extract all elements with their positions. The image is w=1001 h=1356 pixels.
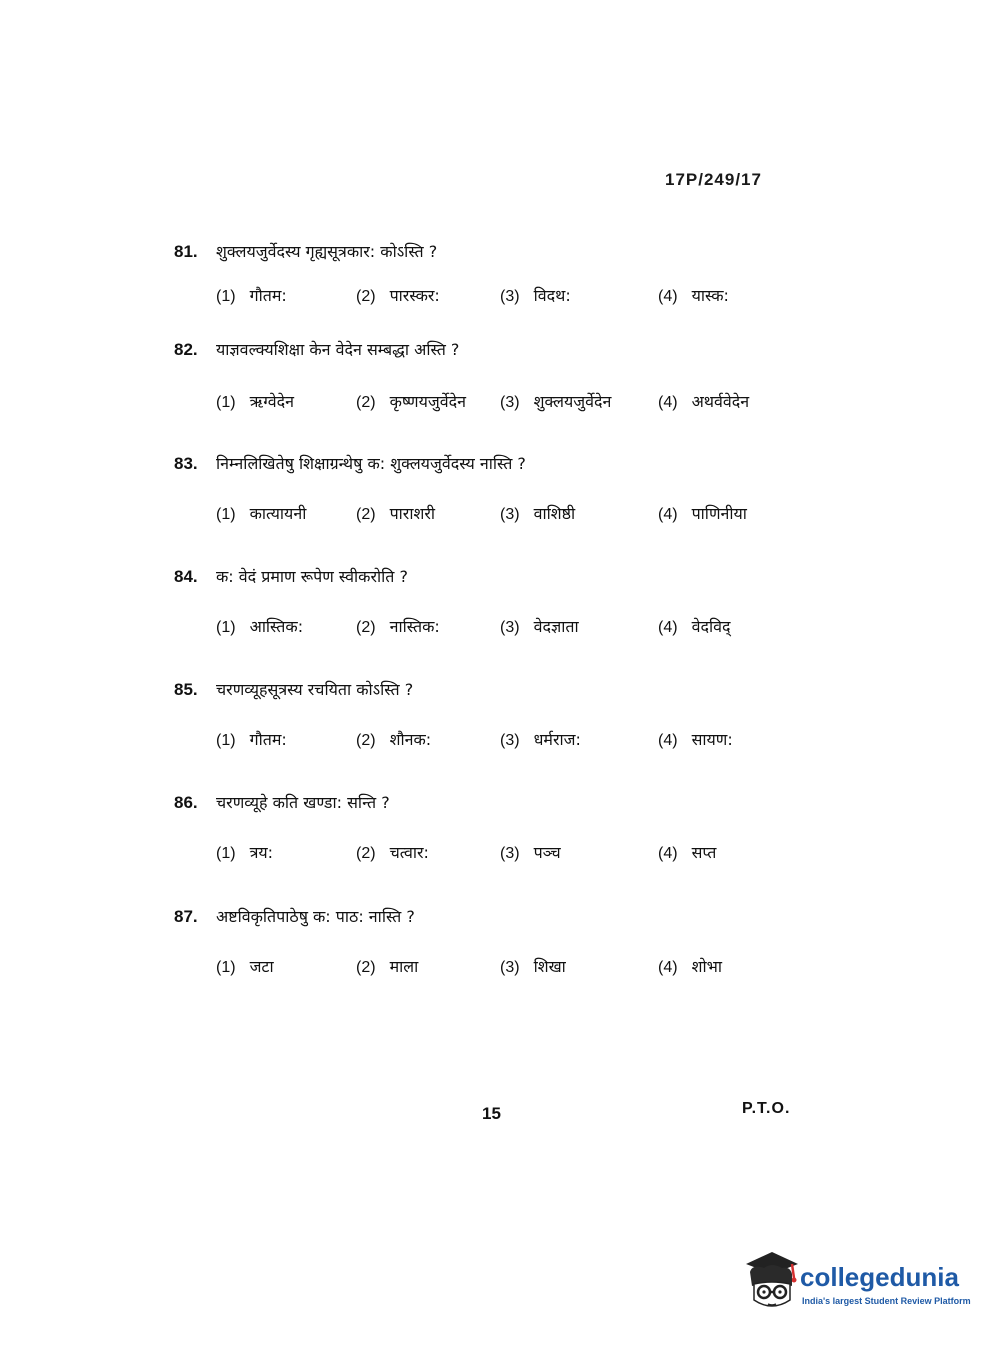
question-text: चरणव्यूहसूत्रस्य रचयिता कोऽस्ति ? [216, 680, 414, 699]
option-text: ऋग्वेदेन [249, 392, 294, 411]
option-number: (4) [658, 288, 678, 305]
option-text: जटा [249, 957, 274, 976]
option-text: नास्तिक: [389, 617, 440, 636]
question-number: 81. [174, 242, 198, 261]
option-1 [216, 728, 287, 750]
option-number: (3) [500, 732, 520, 749]
option-number: (1) [216, 959, 236, 976]
option-2 [356, 502, 435, 524]
options-row [174, 502, 874, 528]
options-row [174, 841, 874, 867]
option-4 [658, 841, 716, 863]
question-text: याज्ञवल्क्यशिक्षा केन वेदेन सम्बद्धा अस्ति ? [216, 340, 460, 359]
option-1 [216, 390, 294, 412]
option-text: यास्क: [691, 286, 729, 305]
option-3 [500, 955, 566, 977]
question-number: 85. [174, 680, 198, 699]
option-text: कृष्णयजुर्वेदेन [389, 392, 466, 411]
option-4 [658, 728, 733, 750]
option-text: शिखा [533, 957, 566, 976]
option-text: शुक्लयजुर्वेदेन [533, 392, 612, 411]
option-text: सप्त [691, 843, 717, 862]
option-text: वाशिष्ठी [533, 504, 576, 523]
option-number: (2) [356, 732, 376, 749]
option-2 [356, 955, 418, 977]
option-1 [216, 615, 303, 637]
option-1 [216, 284, 287, 306]
option-2 [356, 728, 431, 750]
option-1 [216, 955, 274, 977]
question-85 [174, 678, 874, 754]
option-4 [658, 615, 731, 637]
option-4 [658, 390, 749, 412]
question-number: 84. [174, 567, 198, 586]
option-2 [356, 390, 466, 412]
options-row [174, 955, 874, 981]
option-text: शौनक: [389, 730, 432, 749]
option-number: (1) [216, 288, 236, 305]
question-number: 86. [174, 793, 198, 812]
question-82 [174, 338, 874, 416]
option-number: (3) [500, 394, 520, 411]
option-number: (3) [500, 506, 520, 523]
paper-code: 17P/249/17 [665, 170, 762, 189]
option-text: माला [389, 957, 419, 976]
option-text: पाणिनीया [691, 504, 747, 523]
option-3 [500, 728, 581, 750]
option-4 [658, 955, 722, 977]
option-3 [500, 284, 571, 306]
option-text: शोभा [691, 957, 722, 976]
question-text: क: वेदं प्रमाण रूपेण स्वीकरोति ? [216, 567, 408, 586]
brand-name: collegedunia [800, 1262, 959, 1292]
question-number: 82. [174, 340, 198, 359]
option-text: आस्तिक: [249, 617, 304, 636]
option-1 [216, 502, 306, 524]
student-mascot-icon [742, 1250, 802, 1314]
option-3 [500, 390, 611, 412]
question-84 [174, 565, 874, 641]
option-number: (4) [658, 394, 678, 411]
watermark-logo [742, 1250, 982, 1320]
option-number: (4) [658, 845, 678, 862]
question-text: चरणव्यूहे कति खण्डा: सन्ति ? [216, 793, 390, 812]
option-number: (3) [500, 619, 520, 636]
option-number: (3) [500, 959, 520, 976]
option-text: वेदविद् [691, 617, 731, 636]
option-text: वेदज्ञाता [533, 617, 579, 636]
option-text: गौतम: [249, 730, 287, 749]
option-2 [356, 284, 440, 306]
option-text: गौतम: [249, 286, 287, 305]
option-4 [658, 284, 729, 306]
option-number: (3) [500, 288, 520, 305]
option-text: पञ्च [533, 843, 561, 862]
option-text: पाराशरी [389, 504, 436, 523]
option-number: (3) [500, 845, 520, 862]
question-81 [174, 240, 874, 310]
question-83 [174, 452, 874, 528]
option-number: (4) [658, 959, 678, 976]
option-number: (2) [356, 959, 376, 976]
question-87 [174, 905, 874, 981]
page-number: 15 [482, 1104, 501, 1123]
option-2 [356, 841, 429, 863]
option-text: त्रय: [249, 843, 274, 862]
option-number: (2) [356, 288, 376, 305]
option-text: सायण: [691, 730, 733, 749]
option-text: विदथ: [533, 286, 571, 305]
question-text: शुक्लयजुर्वेदस्य गृह्यसूत्रकार: कोऽस्ति ? [216, 242, 438, 261]
options-row [174, 615, 874, 641]
option-1 [216, 841, 273, 863]
option-number: (1) [216, 506, 236, 523]
brand-tagline: India's largest Student Review Platform [802, 1296, 971, 1306]
option-number: (2) [356, 394, 376, 411]
option-number: (4) [658, 732, 678, 749]
option-2 [356, 615, 440, 637]
option-3 [500, 841, 561, 863]
option-number: (1) [216, 394, 236, 411]
option-number: (4) [658, 506, 678, 523]
option-number: (2) [356, 619, 376, 636]
option-number: (1) [216, 845, 236, 862]
option-number: (2) [356, 506, 376, 523]
option-text: धर्मराज: [533, 730, 581, 749]
question-number: 87. [174, 907, 198, 926]
option-number: (4) [658, 619, 678, 636]
option-number: (1) [216, 732, 236, 749]
option-text: चत्वार: [389, 843, 429, 862]
option-3 [500, 502, 575, 524]
options-row [174, 284, 874, 310]
option-text: अथर्ववेदेन [691, 392, 750, 411]
question-86 [174, 791, 874, 867]
question-number: 83. [174, 454, 198, 473]
options-row [174, 390, 874, 416]
option-number: (1) [216, 619, 236, 636]
option-4 [658, 502, 747, 524]
options-row [174, 728, 874, 754]
option-text: पारस्कर: [389, 286, 440, 305]
option-text: कात्यायनी [249, 504, 307, 523]
option-3 [500, 615, 579, 637]
option-number: (2) [356, 845, 376, 862]
question-text: निम्नलिखितेषु शिक्षाग्रन्थेषु क: शुक्लयजुर्वेदस्य नास्ति ? [216, 454, 526, 473]
pto-label: P.T.O. [742, 1100, 791, 1117]
question-text: अष्टविकृतिपाठेषु क: पाठ: नास्ति ? [216, 907, 415, 926]
